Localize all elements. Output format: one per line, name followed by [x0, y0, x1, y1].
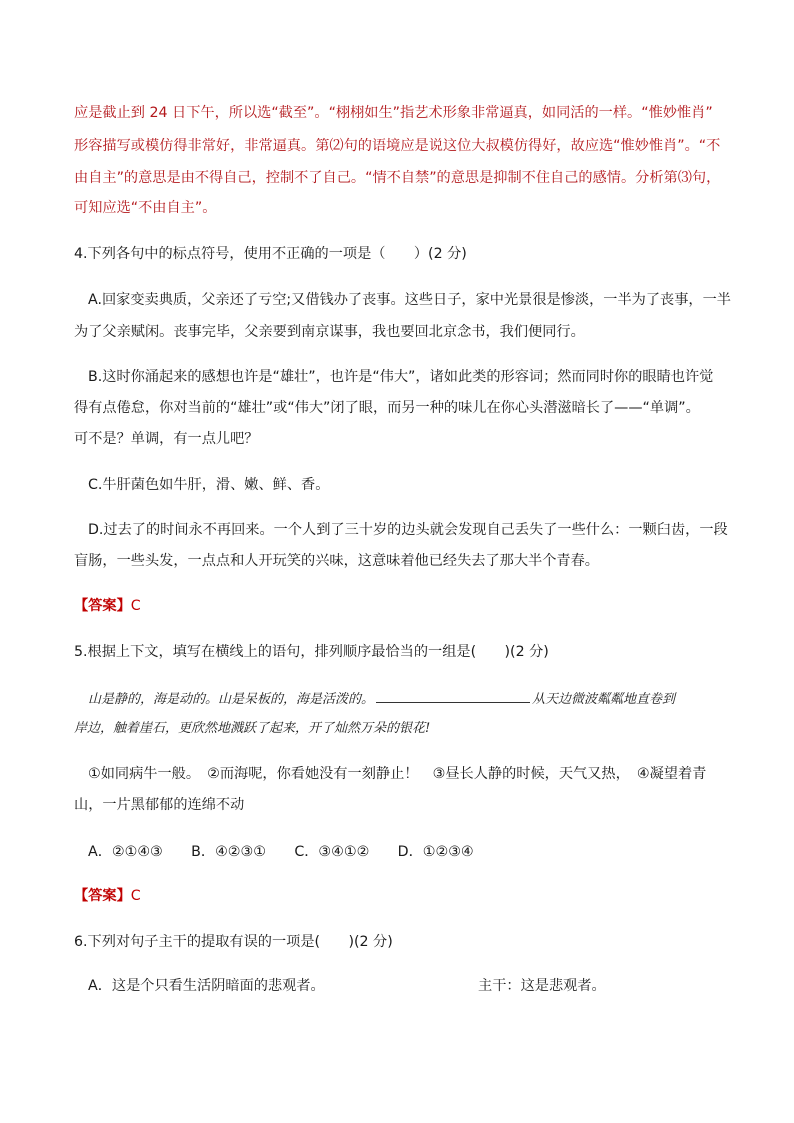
question-4-stem: 4.下列各句中的标点符号，使用不正确的一项是（ ）(2 分)	[74, 246, 467, 262]
q5-options-line-2: 山，一片黑郁郁的连绵不动	[74, 797, 245, 813]
passage-text-after-blank: 从天边微波粼粼地直卷到	[532, 692, 676, 707]
q5-choices: A．②①④③ B．④②③① C．③④①② D．①②③④	[88, 844, 474, 860]
q4-option-a-line-1: A.回家变卖典质，父亲还了亏空;又借钱办了丧事。这些日子，家中光景很是惨淡，一半为了丧事，一半	[88, 292, 731, 308]
q4-option-b-line-2: 得有点倦怠，你对当前的“雄壮”或“伟大”闭了眼，而另一种的味儿在你心头潜滋暗长了——“单调”。	[74, 400, 700, 416]
q4-answer	[74, 596, 141, 616]
q4-option-b-line-3: 可不是？单调，有一点儿吧？	[74, 431, 259, 447]
fill-in-blank	[376, 688, 530, 703]
explanation-line-1: 应是截止到 24 日下午，所以选“截至”。“栩栩如生”指艺术形象非常逼真，如同活的一样。“惟妙惟肖”	[74, 105, 713, 121]
answer-value: C	[130, 888, 141, 904]
q6-option-a-main-clause: 主干：这是悲观者。	[478, 978, 606, 994]
question-5-stem: 5.根据上下文，填写在横线上的语句，排列顺序最恰当的一组是( )(2 分)	[74, 644, 549, 660]
q4-option-c: C.牛肝菌色如牛肝，滑、嫩、鲜、香。	[88, 477, 330, 493]
q4-option-b-line-1: B.这时你涌起来的感想也许是“雄壮”，也许是“伟大”，诸如此类的形容词；然而同时你的眼睛也许觉	[88, 369, 714, 385]
q5-answer	[74, 886, 141, 906]
q5-options-line-1: ①如同病牛一般。 ②而海呢，你看她没有一刻静止！ ③昼长人静的时候，天气又热， ④凝望着青	[88, 766, 707, 782]
answer-value: C	[130, 598, 141, 614]
q6-option-a-sentence: A．这是个只看生活阴暗面的悲观者。	[88, 978, 325, 994]
explanation-line-3: 由自主”的意思是由不得自己，控制不了自己。“情不自禁”的意思是抑制不住自己的感情。分析第⑶句，	[74, 170, 721, 186]
q4-option-a-line-2: 为了父亲赋闲。丧事完毕，父亲要到南京谋事，我也要回北京念书，我们便同行。	[74, 324, 585, 340]
question-6-stem: 6.下列对句子主干的提取有误的一项是( )(2 分)	[74, 934, 393, 950]
q5-passage-line-1	[88, 688, 675, 710]
passage-text-before-blank: 山是静的，海是动的。山是呆板的，海是活泼的。	[88, 692, 375, 707]
q4-option-d-line-1: D.过去了的时间永不再回来。一个人到了三十岁的边头就会发现自己丢失了一些什么：一颗臼齿，一段	[88, 522, 728, 538]
explanation-line-2: 形容描写或模仿得非常好，非常逼真。第⑵句的语境应是说这位大叔模仿得好，故应选“惟妙惟肖”。“不	[74, 138, 721, 154]
explanation-line-4: 可知应选“不由自主”。	[74, 200, 217, 216]
answer-label: 【答案】	[74, 888, 131, 904]
q4-option-d-line-2: 盲肠，一些头发，一点点和人开玩笑的兴味，这意味着他已经失去了那大半个青春。	[74, 553, 599, 569]
answer-label: 【答案】	[74, 598, 131, 614]
q5-passage-line-2: 岸边，触着崖石，更欣然地溅跃了起来，开了灿然万朵的银花!	[74, 721, 431, 736]
